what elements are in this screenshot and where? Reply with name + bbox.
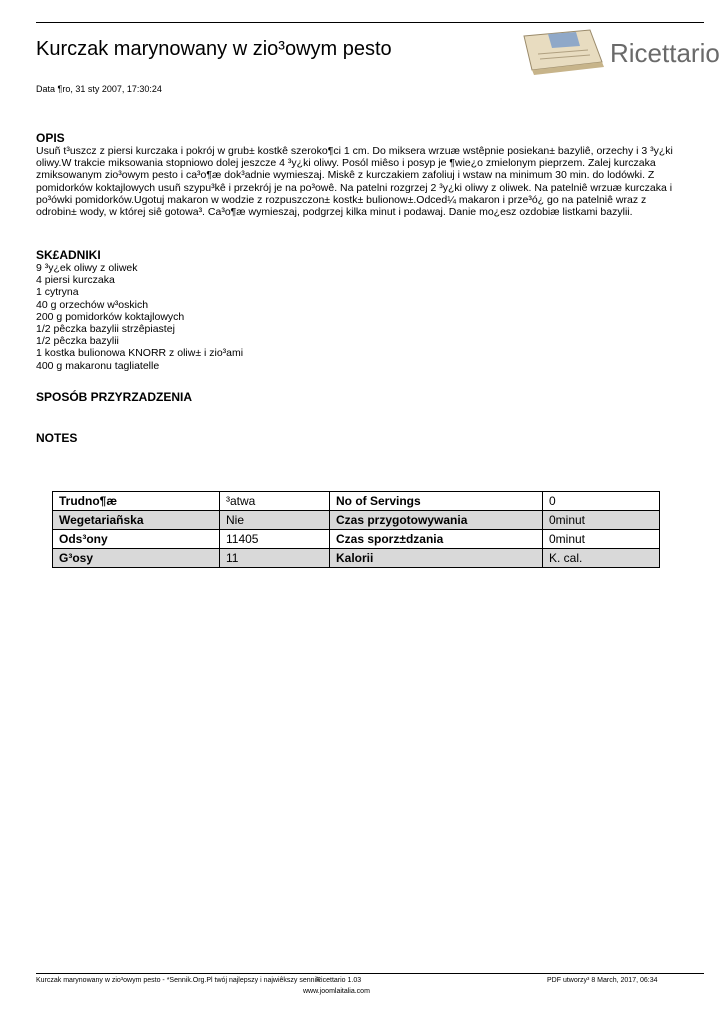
footer-url[interactable]: www.joomlaitalia.com	[303, 988, 370, 995]
info-label: Trudno¶æ	[53, 492, 220, 511]
logo-text: Ricettario	[610, 38, 720, 68]
ingredient-item: 1/2 pêczka bazylii strzêpiastej	[36, 323, 175, 336]
ingredient-item: 4 piersi kurczaka	[36, 274, 115, 287]
recipe-info-table	[52, 491, 660, 568]
info-value: 0	[543, 492, 660, 511]
info-label: Czas przygotowywania	[330, 511, 543, 530]
table-row	[53, 549, 660, 568]
created-date: Data ¶ro, 31 sty 2007, 17:30:24	[36, 84, 162, 94]
table-row	[53, 492, 660, 511]
ingredient-item: 1 cytryna	[36, 286, 79, 299]
ingredient-item: 200 g pomidorków koktajlowych	[36, 310, 185, 323]
footer-left-text: Kurczak marynowany w zio³owym pesto - *Sennik.Org.Pl twój najlepszy i najwiêkszy sennik	[36, 977, 320, 984]
ingredient-item: 40 g orzechów w³oskich	[36, 298, 149, 311]
info-label: G³osy	[53, 549, 220, 568]
info-label: No of Servings	[330, 492, 543, 511]
info-label: Kalorii	[330, 549, 543, 568]
info-value: 11405	[220, 530, 330, 549]
info-label: Ods³ony	[53, 530, 220, 549]
info-value: ³atwa	[220, 492, 330, 511]
table-row	[53, 530, 660, 549]
info-value: 0minut	[543, 530, 660, 549]
ingredients-list	[36, 262, 243, 372]
table-row	[53, 511, 660, 530]
ingredient-item: 400 g makaronu tagliatelle	[36, 359, 160, 372]
footer-center-text: Ricettario 1.03	[316, 977, 362, 984]
footer-right-text: PDF utworzy³ 8 March, 2017, 06:34	[547, 977, 658, 984]
footer-rule	[36, 973, 704, 974]
ingredient-item: 1/2 pêczka bazylii	[36, 335, 119, 348]
sposob-heading: SPOSÓB PRZYRZADZENIA	[36, 390, 193, 404]
opis-heading: OPIS	[36, 131, 65, 145]
opis-text: Usuñ t³uszcz z piersi kurczaka i pokrój w grub± kostkê szeroko¶ci 1 cm. Do miksera wrzuæ wstêpnie posiekan± bazyliê, orzechy i 3 ³y¿ki oliwy.W trakcie miksowania stopniowo dolej jeszcze 4 ³y¿ki oliwy. Posól miêso i posyp je ¶wie¿o zmielonym pieprzem. Zalej kurczaka zmiksowanym zio³owym pesto i ca³o¶æ dok³adnie wymieszaj. Miskê z kurczakiem zafoliuj i wstaw na minimum 30 min. do lodówki. Z pomidorków koktajlowych usuñ szypu³kê i przekrój je na po³owê. Na patelni rozgrzej 2 ³y¿ki oliwy z oliwek. Na patelniê wrzuæ kurczaka i po³ówki pomidorków.Ugotuj makaron w wodzie z rozpuszczon± kostk± bulionow±.Odced¼ makaron i prze³ó¿ go na patelniê wraz z odrobin± wody, w której siê gotowa³. Ca³o¶æ wymieszaj, podgrzej kilka minut i podawaj. Danie mo¿esz ozdobiæ listkami bazylii.	[36, 145, 673, 219]
skladniki-heading: SK£ADNIKI	[36, 248, 101, 262]
recipe-title: Kurczak marynowany w zio³owym pesto	[36, 38, 392, 60]
info-value: 11	[220, 549, 330, 568]
notes-heading: NOTES	[36, 431, 78, 445]
ingredient-item: 9 ³y¿ek oliwy z oliwek	[36, 262, 138, 274]
ricettario-logo	[518, 26, 720, 76]
ingredient-item: 1 kostka bulionowa KNORR z oliw± i zio³ami	[36, 347, 244, 360]
info-value: Nie	[220, 511, 330, 530]
info-value: 0minut	[543, 511, 660, 530]
info-value: K. cal.	[543, 549, 660, 568]
top-rule	[36, 22, 704, 23]
info-label: Czas sporz±dzania	[330, 530, 543, 549]
info-label: Wegetariañska	[53, 511, 220, 530]
